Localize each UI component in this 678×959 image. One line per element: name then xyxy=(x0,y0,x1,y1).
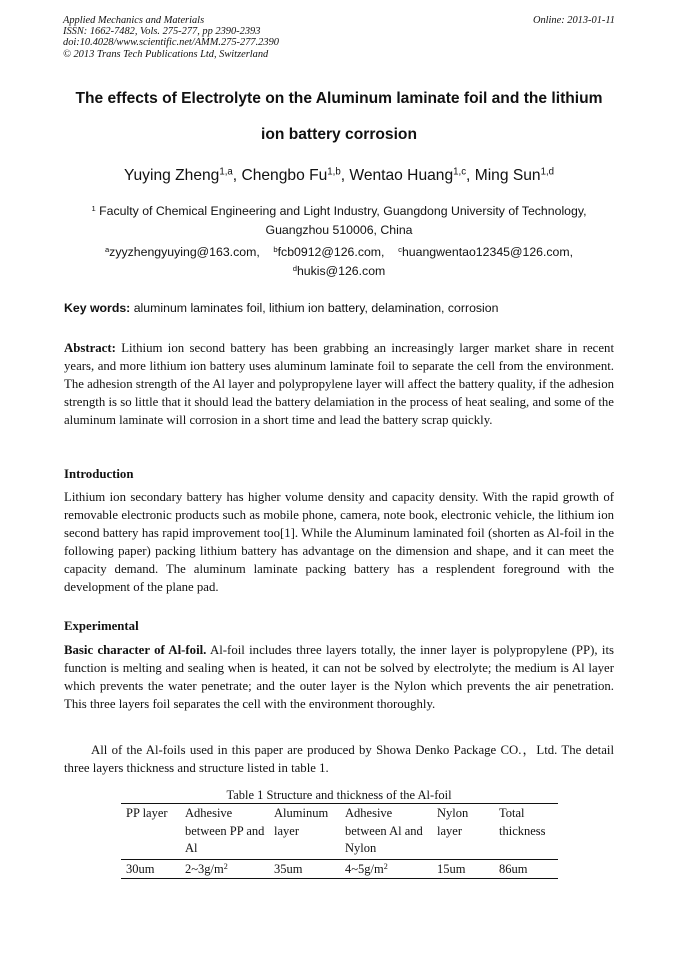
experimental-para1-text: Al-foil includes three layers totally, the inner layer is polypropylene (PP), its function is melting and sealing when is heated, it can not be solved by electrolyte; the medium is Al layer which prevents the water penetrate; and the outer layer is the Nylon which prevents the air penetration. This three layers foil separates the cell with the environment thoroughly. xyxy=(64,643,615,712)
affiliation-line1: Faculty of Chemical Engineering and Light Industry, Guangdong University of Technology, xyxy=(99,204,587,218)
journal-header xyxy=(63,15,615,60)
email-address: huangwentao12345@126.com, xyxy=(401,245,574,259)
introduction-heading: Introduction xyxy=(64,467,134,481)
abstract-text: Lithium ion second battery has been grabbing an increasingly larger market share in recent years, and more lithium ion battery uses aluminum laminate foil to separate the cell from the environment. The adhesion strength of the Al layer and polypropylene layer will affect the battery quality, if the adhesion strength is so little that it should lead the battery delamiation in the process of heat sealing, and some of the aluminum laminate will corrosion in a short time and lead the battery scrap quickly. xyxy=(64,341,614,428)
author-sup: 1,a xyxy=(219,166,233,178)
paper-title-line1: The effects of Electrolyte on the Aluminum laminate foil and the lithium xyxy=(75,90,603,107)
abstract-label: Abstract: xyxy=(64,341,116,355)
experimental-heading: Experimental xyxy=(64,619,139,633)
table1-cell-al: 35um xyxy=(269,859,340,879)
author-sup: 1,c xyxy=(453,166,467,178)
affiliation xyxy=(60,202,618,240)
table1-cell-pp: 30um xyxy=(121,859,180,879)
table1-caption: Table 1 Structure and thickness of the Al-foil xyxy=(226,788,452,802)
experimental-para2: All of the Al-foils used in this paper are produced by Showa Denko Package CO.，Ltd. The detail three layers thickness and structure listed in table 1. xyxy=(64,743,614,776)
author-name: Ming Sun xyxy=(474,167,541,184)
email-sup: a xyxy=(104,244,110,254)
author-name: Yuying Zheng xyxy=(123,167,220,184)
journal-name: Applied Mechanics and Materials xyxy=(63,15,205,26)
experimental-subheading: Basic character of Al-foil. xyxy=(64,643,207,657)
author-sup: 1,b xyxy=(327,166,341,178)
table1-cell-adhesive1-value: 2~3g/m xyxy=(185,861,224,876)
table1-cell-total: 86um xyxy=(494,859,558,879)
email-sup: b xyxy=(273,244,278,254)
table1-header-row xyxy=(121,804,558,860)
experimental-para1 xyxy=(64,641,614,713)
online-date: Online: 2013-01-11 xyxy=(532,15,615,26)
email-address: zyyzhengyuying@163.com, xyxy=(109,245,260,259)
table1-cell-adhesive2 xyxy=(340,859,432,879)
author-sep: , xyxy=(466,167,475,184)
table1-header-cell: Adhesive between Al and Nylon xyxy=(340,804,432,860)
paper-title-line2: ion battery corrosion xyxy=(261,126,417,143)
table1-cell-nylon: 15um xyxy=(432,859,494,879)
table1-header-cell: Adhesive between PP and Al xyxy=(180,804,269,860)
author-sep: , xyxy=(340,167,350,184)
email-address: fcb0912@126.com, xyxy=(277,245,385,259)
author-sep: , xyxy=(232,167,242,184)
table1-header-cell: Aluminum layer xyxy=(269,804,340,860)
author-list xyxy=(40,167,638,185)
journal-doi: doi:10.4028/www.scientific.net/AMM.275-277.2390 xyxy=(63,37,279,49)
abstract xyxy=(64,339,614,429)
table1-cell-adhesive2-sup: 2 xyxy=(383,861,388,871)
table1-cell-adhesive1-sup: 2 xyxy=(223,861,228,871)
journal-copyright: © 2013 Trans Tech Publications Ltd, Switzerland xyxy=(63,48,269,60)
affiliation-line2: Guangzhou 510006, China xyxy=(265,223,413,237)
keywords-text: aluminum laminates foil, lithium ion battery, delamination, corrosion xyxy=(133,301,499,315)
email-sup: d xyxy=(292,263,297,273)
author-name: Chengbo Fu xyxy=(241,167,328,184)
keywords-label: Key words: xyxy=(64,301,131,315)
keywords xyxy=(64,299,614,317)
table1-header-cell: Total thickness xyxy=(494,804,558,860)
author-name: Wentao Huang xyxy=(349,167,454,184)
table1-header-cell: Nylon layer xyxy=(432,804,494,860)
email-list xyxy=(60,243,618,281)
table-row xyxy=(121,859,558,879)
introduction-text: Lithium ion secondary battery has higher volume density and capacity density. With the rapid growth of removable electronic products such as mobile phone, camera, note book, electronic vehicle, the lithium ion second battery has rapid improvement too[1]. While the Aluminum laminated foil (shorten as Al-foil in the following paper) packing lithium battery has advantage on the dimension and shape, and it can meet the capacity demand. The aluminum laminate packing battery has a resplendent foreground with the development of the plane pad. xyxy=(64,490,614,595)
email-sup: c xyxy=(398,244,402,254)
email-address: hukis@126.com xyxy=(296,264,386,278)
table1-cell-adhesive2-value: 4~5g/m xyxy=(345,861,384,876)
table1-header-cell: PP layer xyxy=(121,804,180,860)
affiliation-sup: 1 xyxy=(91,203,96,213)
author-sup: 1,d xyxy=(540,166,555,178)
table1-cell-adhesive1 xyxy=(180,859,269,879)
journal-issn: ISSN: 1662-7482, Vols. 275-277, pp 2390-2393 xyxy=(63,26,261,38)
table1 xyxy=(121,803,558,879)
